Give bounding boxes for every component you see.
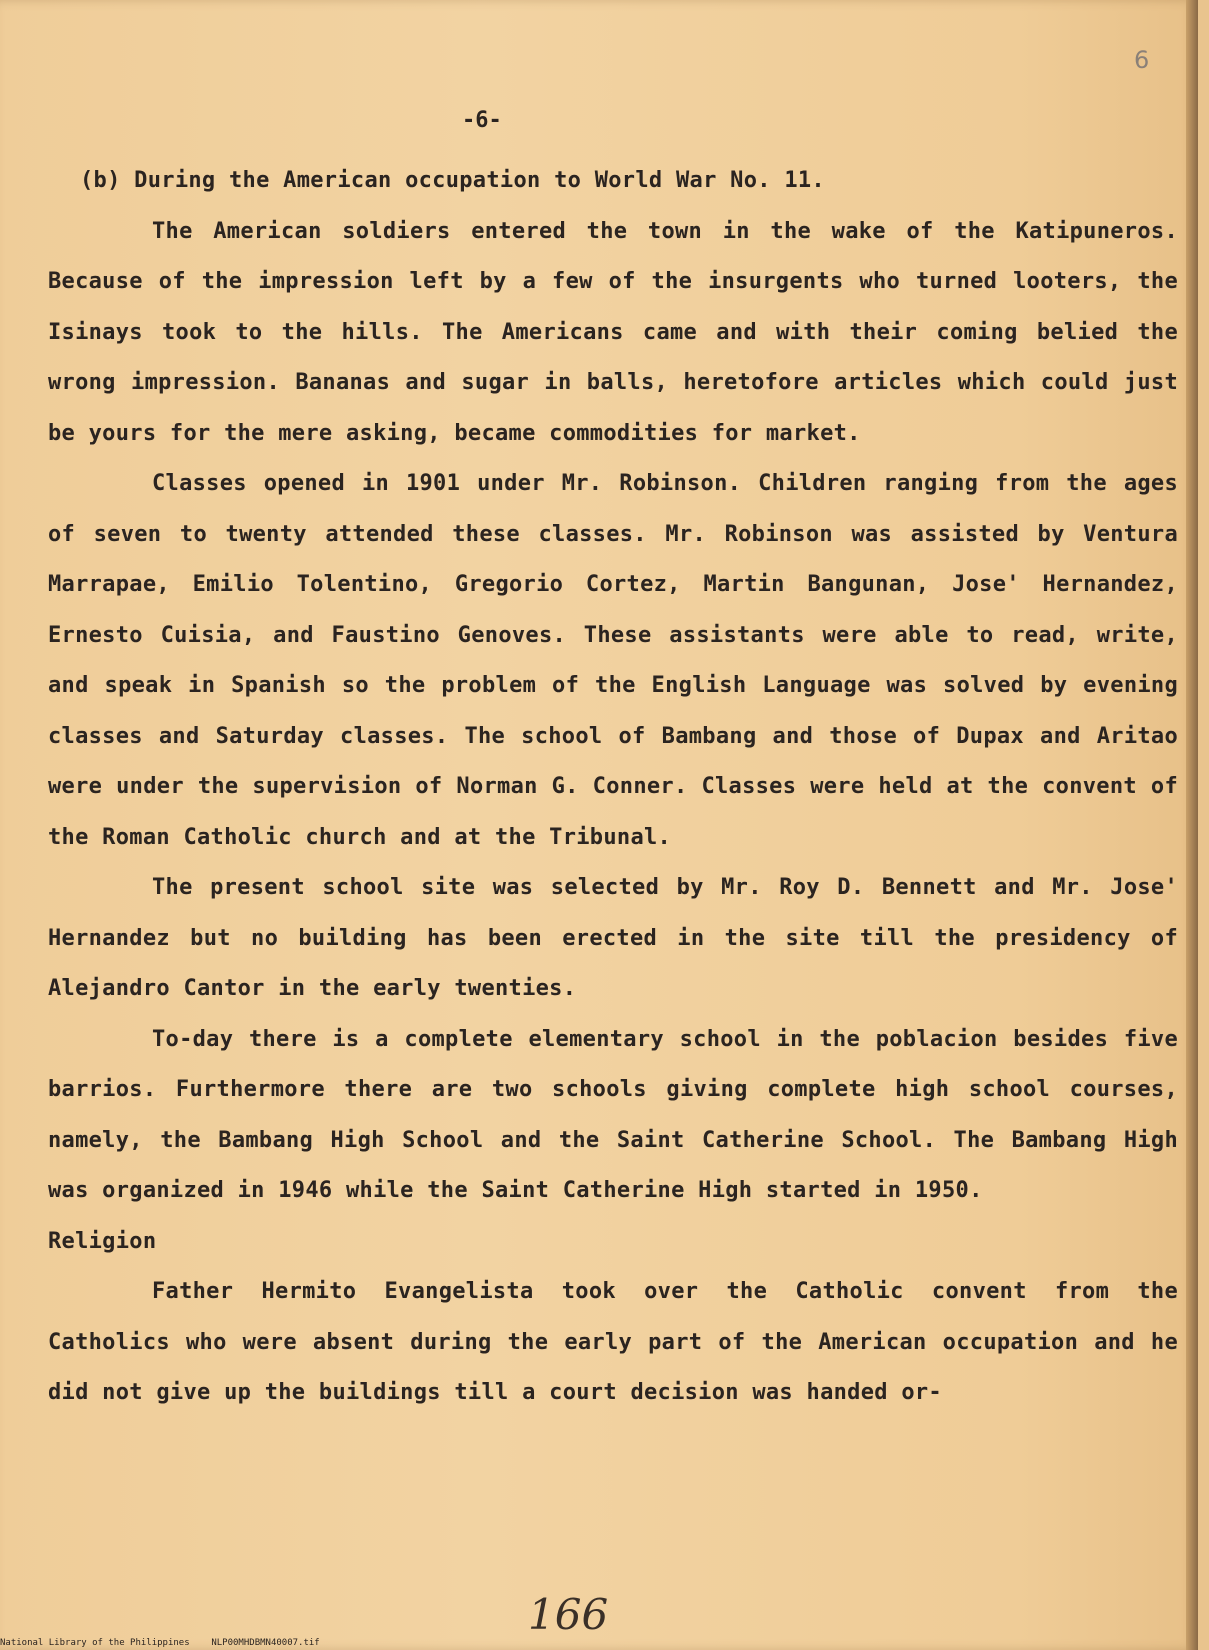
section-heading-religion: Religion bbox=[48, 1228, 157, 1254]
footer-file: NLP00MHDBMN40007.tif bbox=[211, 1638, 320, 1648]
corner-page-number: 6 bbox=[1134, 46, 1150, 74]
paragraph-american-soldiers: The American soldiers entered the town in the wake of the Katipuneros. Because of the impression left by a few of the insurgents who turned looters, the Isinays took to the hills. The Americans came and with their coming belied the wrong impression. Bananas and sugar in balls, heretofore articles which could just be yours for the mere asking, became commodities for market. bbox=[48, 218, 1178, 446]
page-edge bbox=[1186, 0, 1198, 1650]
handwritten-page-number: 166 bbox=[528, 1590, 609, 1639]
paragraph-religion: Father Hermito Evangelista took over the Catholic convent from the Catholics who were absent during the early part of the American occupation and he did not give up the buildings till a court decision was handed or- bbox=[48, 1279, 1178, 1405]
document-body bbox=[48, 156, 1178, 1419]
page-mark: -6- bbox=[462, 108, 502, 133]
paragraph-today: To-day there is a complete elementary school in the poblacion besides five barrios. Furthermore there are two schools giving complete high school courses, namely, the Bambang High School and the Saint Catherine School. The Bambang High was organized in 1946 while the Saint Catherine High started in 1950. bbox=[48, 1026, 1178, 1203]
section-heading: (b) During the American occupation to World War No. 11. bbox=[80, 168, 825, 193]
footer-caption bbox=[0, 1638, 320, 1648]
footer-library: National Library of the Philippines bbox=[0, 1638, 190, 1648]
paragraph-classes-opened: Classes opened in 1901 under Mr. Robinson. Children ranging from the ages of seven to twenty attended these classes. Mr. Robinson was assisted by Ventura Marrapae, Emilio Tolentino, Gregorio Cortez, Martin Bangunan, Jose' Hernandez, Ernesto Cuisia, and Faustino Genoves. These assistants were able to read, write, and speak in Spanish so the problem of the English Language was solved by evening classes and Saturday classes. The school of Bambang and those of Dupax and Aritao were under the supervision of Norman G. Conner. Classes were held at the convent of the Roman Catholic church and at the Tribunal. bbox=[48, 471, 1178, 850]
paragraph-school-site: The present school site was selected by Mr. Roy D. Bennett and Mr. Jose' Hernandez but no building has been erected in the site till the presidency of Alejandro Cantor in the early twenties. bbox=[48, 875, 1178, 1001]
